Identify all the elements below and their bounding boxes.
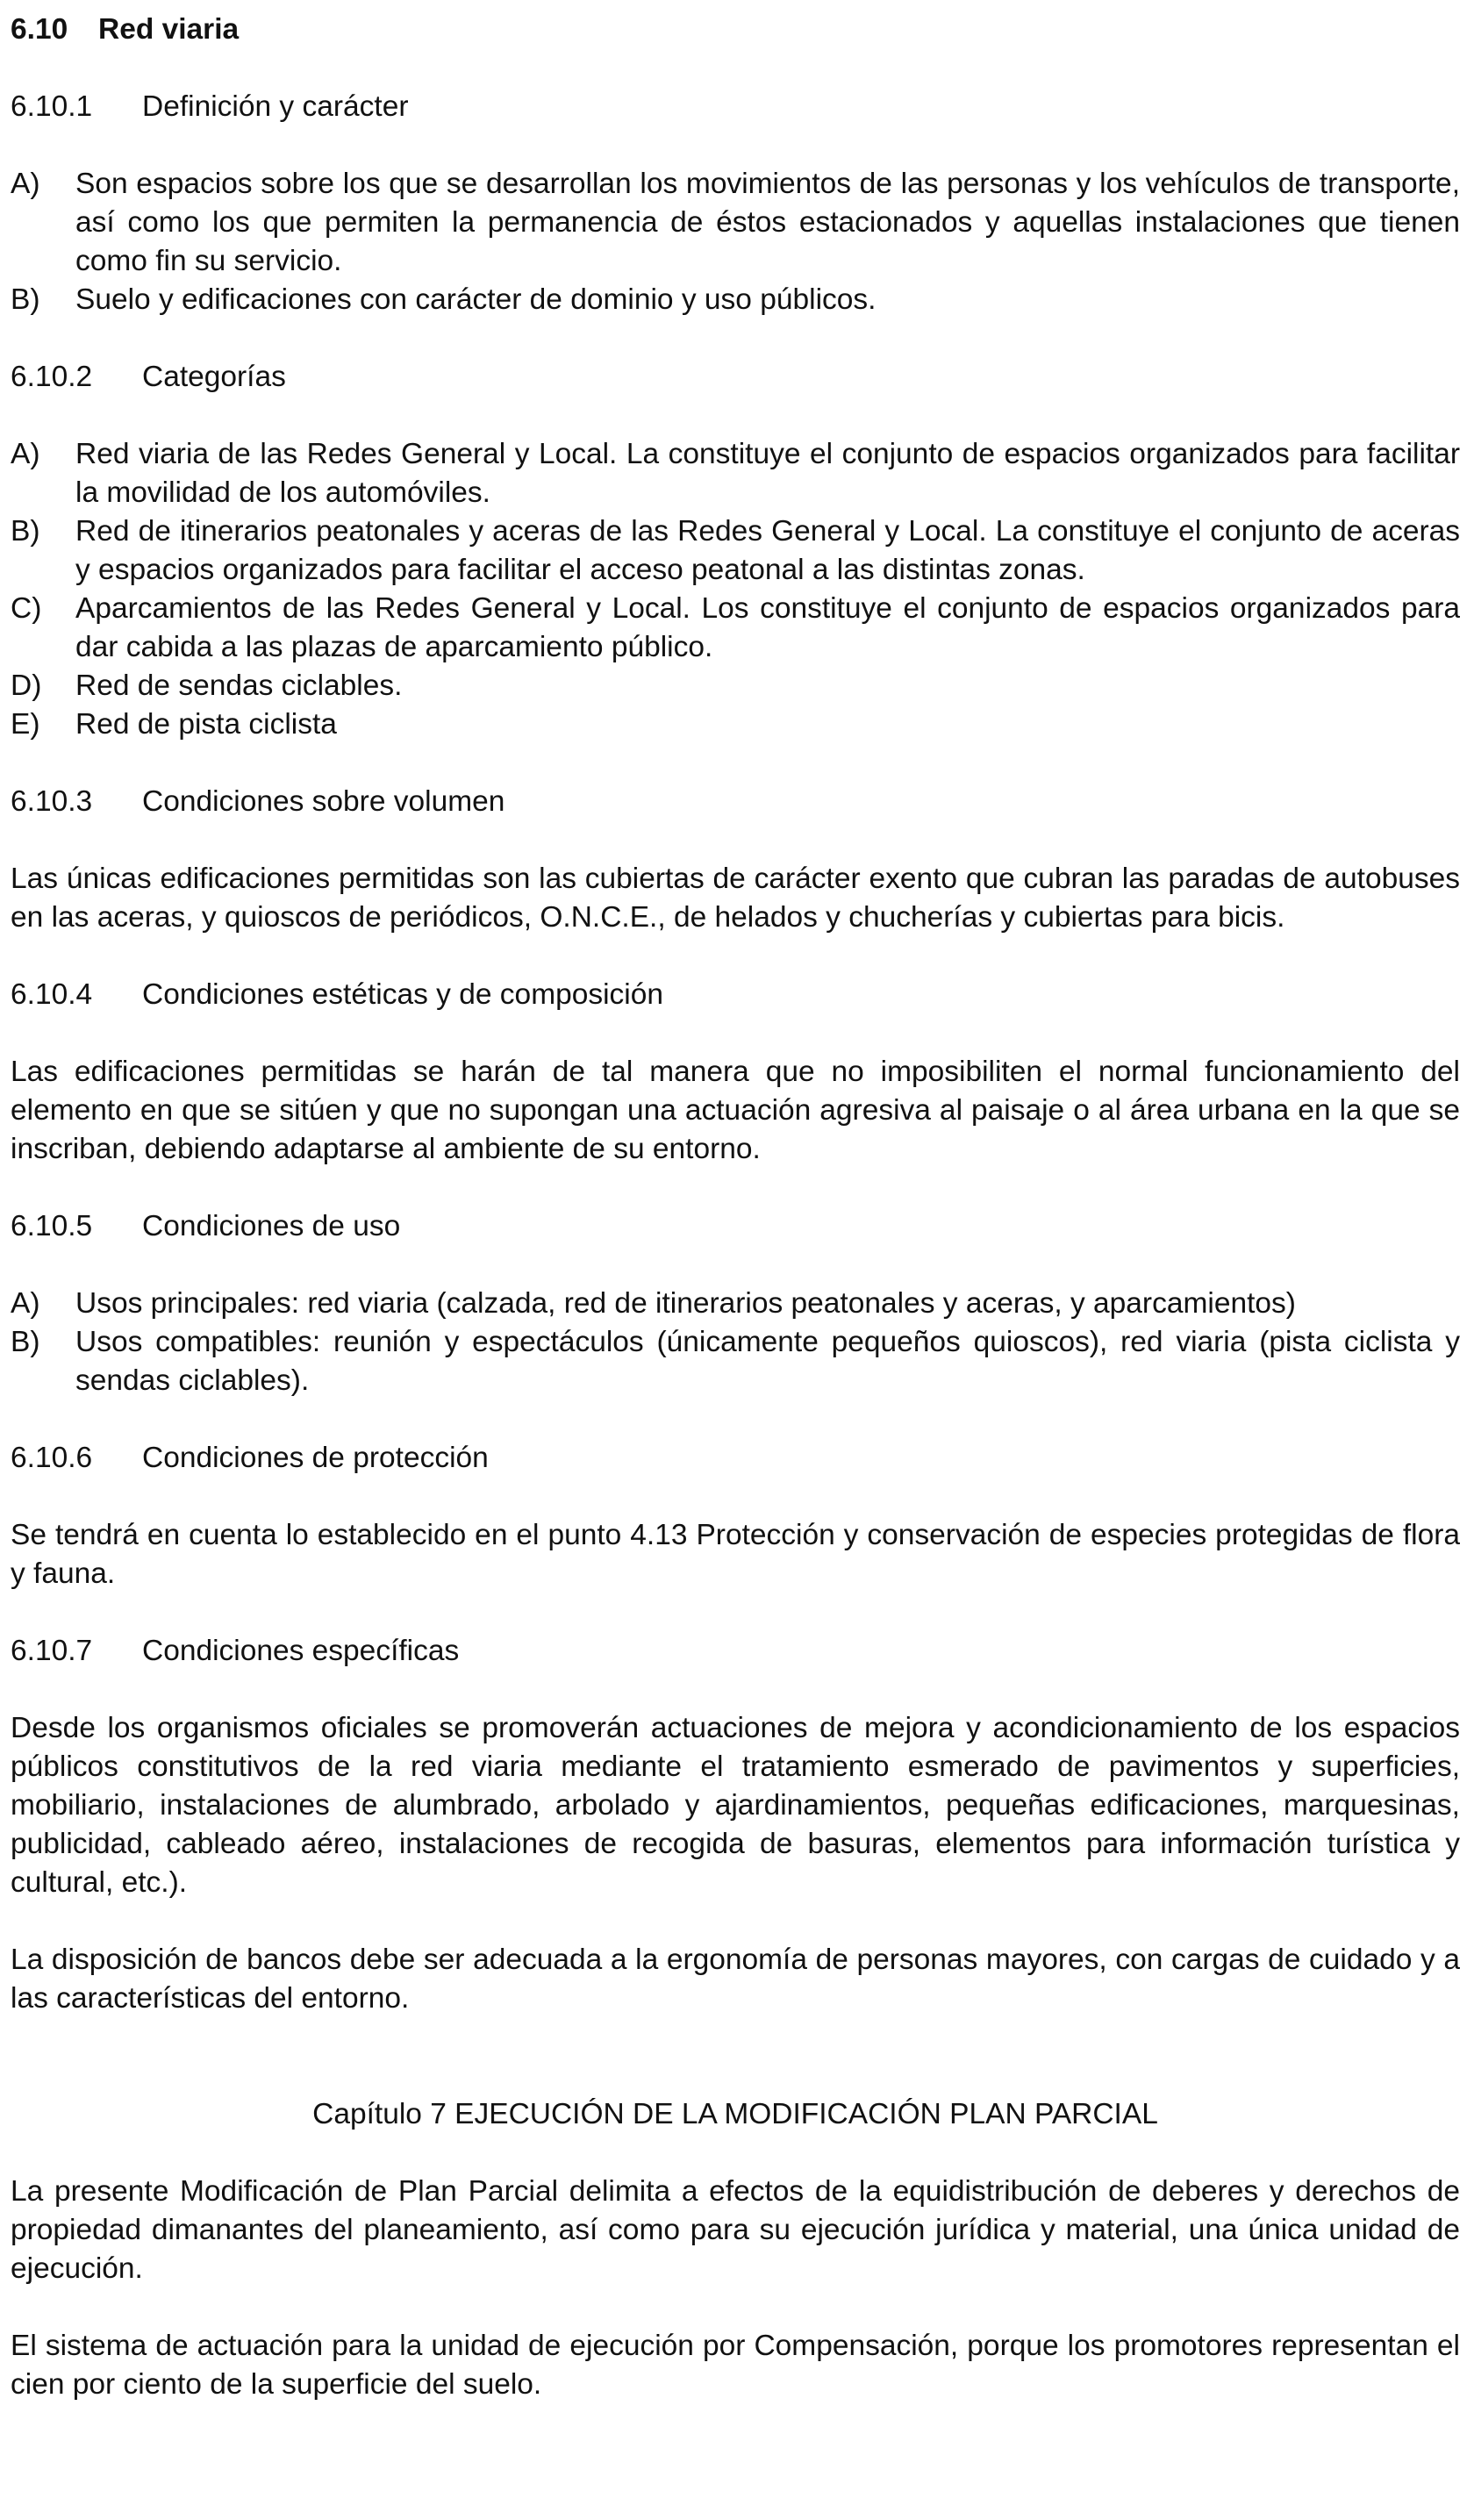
section-heading bbox=[11, 11, 1460, 49]
paragraph-chapter-2: El sistema de actuación para la unidad de ejecución por Compensación, porque los promotores representan el cien por ciento de la superficie del suelo. bbox=[11, 2330, 1460, 2401]
list-text: Red de sendas ciclables. bbox=[75, 669, 403, 702]
list-text: Usos compatibles: reunión y espectáculos (únicamente pequeños quioscos), red viaria (pista ciclista y sendas ciclables). bbox=[75, 1326, 1460, 1397]
list-marker: A) bbox=[11, 438, 40, 470]
list-item bbox=[11, 512, 1460, 590]
list-marker: A) bbox=[11, 168, 40, 200]
list-item bbox=[11, 435, 1460, 512]
subsection-number: 6.10.1 bbox=[11, 90, 93, 123]
subsection-heading-6-10-7 bbox=[11, 1632, 1460, 1671]
list-item bbox=[11, 1285, 1460, 1323]
subsection-heading-6-10-5 bbox=[11, 1207, 1460, 1246]
subsection-title: Condiciones de uso bbox=[142, 1210, 401, 1242]
subsection-number: 6.10.4 bbox=[11, 978, 93, 1011]
paragraph-chapter-1: La presente Modificación de Plan Parcial delimita a efectos de la equidistribución de deberes y derechos de propiedad dimanantes del planeamiento, así como para su ejecución jurídica y material, una única unidad de ejecución. bbox=[11, 2175, 1460, 2285]
subsection-title: Categorías bbox=[142, 361, 286, 393]
paragraph-protection: Se tendrá en cuenta lo establecido en el punto 4.13 Protección y conservación de especies protegidas de flora y fauna. bbox=[11, 1519, 1460, 1590]
list-item bbox=[11, 590, 1460, 667]
list-item bbox=[11, 1323, 1460, 1400]
list-text: Red de itinerarios peatonales y aceras de las Redes General y Local. La constituye el conjunto de aceras y espacios organizados para facilitar el acceso peatonal a las distintas zonas. bbox=[75, 515, 1460, 586]
categories-list bbox=[11, 435, 1460, 744]
definition-list bbox=[11, 165, 1460, 319]
subsection-heading-6-10-2 bbox=[11, 358, 1460, 397]
list-item bbox=[11, 165, 1460, 281]
list-marker: B) bbox=[11, 283, 40, 316]
paragraph-volume: Las únicas edificaciones permitidas son las cubiertas de carácter exento que cubran las paradas de autobuses en las aceras, y quioscos de periódicos, O.N.C.E., de helados y chucherías y cubiertas para bicis. bbox=[11, 863, 1460, 934]
list-marker: E) bbox=[11, 708, 40, 741]
list-item bbox=[11, 667, 1460, 705]
subsection-title: Condiciones de protección bbox=[142, 1442, 489, 1474]
subsection-heading-6-10-6 bbox=[11, 1439, 1460, 1478]
subsection-heading-6-10-1 bbox=[11, 88, 1460, 126]
section-number: 6.10 bbox=[11, 13, 68, 46]
list-text: Aparcamientos de las Redes General y Local. Los constituye el conjunto de espacios organizados para dar cabida a las plazas de aparcamiento público. bbox=[75, 592, 1460, 663]
subsection-title: Definición y carácter bbox=[142, 90, 409, 123]
list-text: Son espacios sobre los que se desarrollan los movimientos de las personas y los vehículos de transporte, así como los que permiten la permanencia de éstos estacionados y aquellas instalaciones que tienen como fin su servicio. bbox=[75, 168, 1460, 277]
section-title: Red viaria bbox=[98, 13, 240, 46]
subsection-title: Condiciones específicas bbox=[142, 1635, 460, 1667]
subsection-number: 6.10.6 bbox=[11, 1442, 93, 1474]
subsection-number: 6.10.5 bbox=[11, 1210, 93, 1242]
paragraph-specific-1: Desde los organismos oficiales se promoverán actuaciones de mejora y acondicionamiento de los espacios públicos constitutivos de la red viaria mediante el tratamiento esmerado de pavimentos y superficies, mobiliario, instalaciones de alumbrado, arbolado y ajardinamientos, pequeñas edificaciones, marquesinas, publicidad, cableado aéreo, instalaciones de recogida de basuras, elementos para información turística y cultural, etc.). bbox=[11, 1712, 1460, 1899]
paragraph-specific-2: La disposición de bancos debe ser adecuada a la ergonomía de personas mayores, con cargas de cuidado y a las características del entorno. bbox=[11, 1944, 1460, 2015]
subsection-title: Condiciones sobre volumen bbox=[142, 785, 505, 818]
subsection-heading-6-10-3 bbox=[11, 783, 1460, 821]
list-marker: D) bbox=[11, 669, 42, 702]
list-marker: C) bbox=[11, 592, 42, 625]
subsection-number: 6.10.7 bbox=[11, 1635, 93, 1667]
subsection-number: 6.10.2 bbox=[11, 361, 93, 393]
list-text: Suelo y edificaciones con carácter de dominio y uso públicos. bbox=[75, 283, 877, 316]
list-marker: B) bbox=[11, 515, 40, 548]
list-item bbox=[11, 281, 1460, 319]
list-text: Red de pista ciclista bbox=[75, 708, 337, 741]
paragraph-aesthetics: Las edificaciones permitidas se harán de tal manera que no imposibiliten el normal funcionamiento del elemento en que se sitúen y que no supongan una actuación agresiva al paisaje o al área urbana en la que se inscriban, debiendo adaptarse al ambiente de su entorno. bbox=[11, 1056, 1460, 1165]
chapter-title: Capítulo 7 EJECUCIÓN DE LA MODIFICACIÓN PLAN PARCIAL bbox=[312, 2098, 1158, 2130]
subsection-title: Condiciones estéticas y de composición bbox=[142, 978, 664, 1011]
list-item bbox=[11, 705, 1460, 744]
subsection-heading-6-10-4 bbox=[11, 976, 1460, 1014]
list-text: Usos principales: red viaria (calzada, red de itinerarios peatonales y aceras, y aparcamientos) bbox=[75, 1287, 1296, 1320]
uses-list bbox=[11, 1285, 1460, 1400]
list-marker: B) bbox=[11, 1326, 40, 1358]
subsection-number: 6.10.3 bbox=[11, 785, 93, 818]
list-text: Red viaria de las Redes General y Local. La constituye el conjunto de espacios organizados para facilitar la movilidad de los automóviles. bbox=[75, 438, 1460, 509]
list-marker: A) bbox=[11, 1287, 40, 1320]
document-page bbox=[11, 11, 1460, 2443]
